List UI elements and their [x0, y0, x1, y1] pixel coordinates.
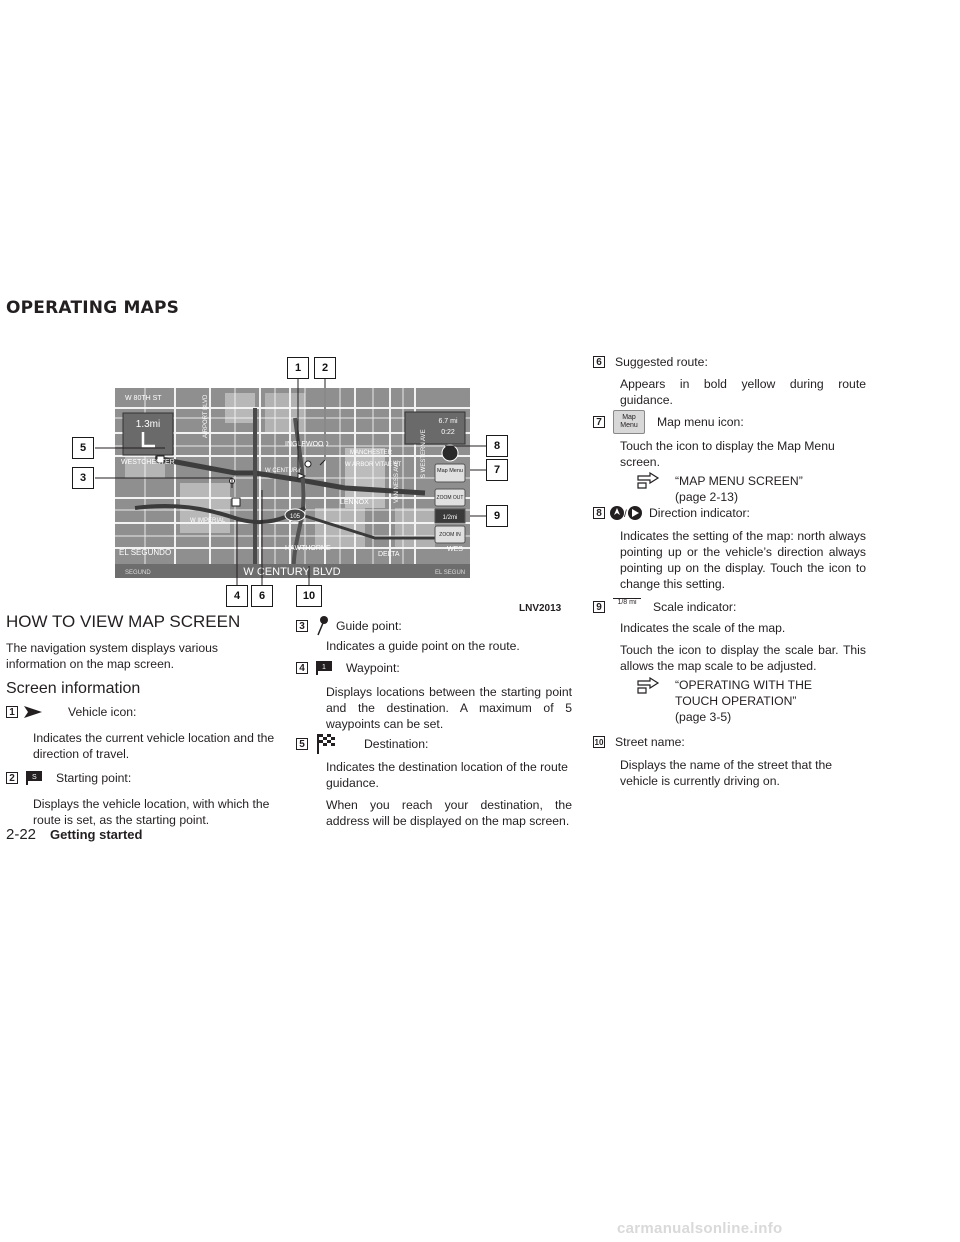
map-label-wes: WES [447, 546, 463, 553]
heading-screen-information: Screen information [6, 680, 141, 697]
item-number: 2 [6, 772, 18, 784]
item-label: Suggested route: [615, 355, 708, 369]
reference-line: “OPERATING WITH THE [675, 678, 812, 692]
map-label-century: W CENTURY [265, 468, 302, 474]
map-label-imperial: W IMPERIAL [190, 518, 226, 524]
item-number: 5 [296, 738, 308, 750]
item-number: 4 [296, 662, 308, 674]
item-desc: Indicates a guide point on the route. [326, 639, 520, 653]
map-distance-remaining: 6.7 mi [438, 418, 458, 425]
section-title: OPERATING MAPS [6, 298, 180, 318]
callout-5: 5 [72, 437, 94, 459]
figure-caption: LNV2013 [519, 603, 562, 614]
callout-9: 9 [486, 505, 508, 527]
reference-line: (page 2-13) [675, 490, 739, 504]
item-desc: Displays locations between the starting point and the destination. A maximum of 5 waypoints can be set. [326, 685, 572, 731]
heading-how-to-view: HOW TO VIEW MAP SCREEN [6, 612, 241, 631]
item-number: 7 [593, 416, 605, 428]
item-vehicle-icon [6, 704, 136, 720]
item-desc: Appears in bold yellow during route guidance. [620, 377, 866, 407]
scale-icon: 1/8 mi [613, 598, 641, 615]
item-guide-point [296, 615, 402, 637]
item-label: Vehicle icon: [68, 705, 137, 719]
map-menu-icon: Map Menu [613, 410, 645, 434]
item-number: 9 [593, 601, 605, 613]
reference-line: “MAP MENU SCREEN” [675, 474, 803, 488]
item-desc: Indicates the setting of the map: north always pointing up or the vehicle’s direction always pointing up on the display. Touch the icon to change this setting. [620, 529, 866, 591]
item-desc: Touch the icon to display the scale bar. This allows the map scale to be adjusted. [620, 643, 866, 673]
callout-leaders [0, 0, 960, 620]
item-desc: Indicates the current vehicle location and the direction of travel. [33, 731, 275, 761]
item-label: Waypoint: [346, 661, 400, 675]
waypoint-flag-icon [312, 660, 334, 676]
item-number: 1 [6, 706, 18, 718]
direction-indicator-icon [609, 505, 643, 521]
map-label-el-segundo: EL SEGUNDO [119, 548, 172, 557]
reference-icon [636, 472, 662, 495]
callout-2: 2 [314, 357, 336, 379]
watermark: carmanualsonline.info [617, 1220, 783, 1237]
scale-label: 1/2mi [442, 515, 458, 521]
svg-text:/: / [624, 509, 627, 520]
item-suggested-route [593, 355, 708, 369]
destination-flag-icon [312, 733, 336, 755]
intro-paragraph: The navigation system displays various information on the map screen. [6, 641, 219, 671]
reference-text [675, 473, 803, 505]
map-label-segundo-right: EL SEGUN [435, 570, 466, 576]
callout-4: 4 [226, 585, 248, 607]
callout-6: 6 [251, 585, 273, 607]
item-desc: Indicates the destination location of the route guidance. [326, 760, 568, 790]
map-label-delta: DELTA [378, 551, 400, 558]
item-number: 6 [593, 356, 605, 368]
item-map-menu [593, 410, 744, 434]
reference-line: TOUCH OPERATION” [675, 694, 797, 708]
item-number: 10 [594, 738, 604, 747]
item-label: Scale indicator: [653, 599, 737, 614]
item-direction-indicator [593, 505, 750, 521]
item-desc: Displays the vehicle location, with which the route is set, as the starting point. [33, 797, 270, 827]
item-label: Street name: [615, 735, 685, 749]
item-starting-point [6, 770, 131, 786]
reference-text [675, 677, 812, 725]
item-number: 8 [593, 507, 605, 519]
starting-flag-icon [22, 770, 44, 786]
map-label-arbor: W ARBOR VITAE ST [345, 462, 402, 468]
map-distance-top: 1.3mi [135, 419, 161, 430]
footer-section: Getting started [50, 827, 143, 842]
reference-hand-icon [636, 677, 662, 695]
map-time-remaining: 0:22 [441, 429, 455, 436]
item-number: 3 [296, 620, 308, 632]
street-name-bar: W CENTURY BLVD [243, 566, 341, 578]
map-label-westchester: WESTCHESTER [121, 459, 175, 466]
reference-icon [636, 677, 662, 700]
item-desc: Displays the name of the street that the vehicle is currently driving on. [620, 758, 833, 788]
item-label: Map menu icon: [657, 415, 744, 429]
map-menu-button-label: Map Menu [437, 468, 463, 474]
svg-text:S: S [32, 774, 37, 781]
item-label: Starting point: [56, 771, 132, 785]
map-figure [0, 0, 960, 620]
callout-1: 1 [287, 357, 309, 379]
item-label: Direction indicator: [649, 506, 750, 520]
map-label-airport: AIRPORT BLVD [203, 394, 209, 438]
map-label-western: S WESTERN AVE [421, 429, 427, 478]
map-label-manchester: MANCHESTER [350, 450, 393, 456]
callout-8: 8 [486, 435, 508, 457]
item-label: Guide point: [336, 619, 402, 633]
reference-hand-icon [636, 472, 662, 490]
callout-10: 10 [296, 585, 322, 607]
callout-3: 3 [72, 467, 94, 489]
item-destination [296, 733, 428, 755]
item-desc: Indicates the scale of the map. [620, 621, 786, 635]
svg-text:1: 1 [322, 664, 326, 671]
map-label-lennox: LENNOX [340, 499, 369, 506]
page-number: 2-22 [6, 826, 37, 843]
map-label-w80: W 80TH ST [125, 395, 162, 402]
item-street-name [593, 735, 685, 749]
highway-shield: 105 [289, 514, 301, 520]
map-label-inglewood: INGLEWOOD [285, 441, 329, 448]
item-desc: Touch the icon to display the Map Menu screen. [620, 439, 835, 469]
item-desc: When you reach your destination, the address will be displayed on the map screen. [326, 798, 572, 828]
zoom-out-label: ZOOM OUT [436, 495, 464, 501]
map-label-van-ness: VAN NESS AVE [394, 460, 400, 503]
map-label-segundo-left: SEGUND [125, 570, 151, 576]
item-scale-indicator [593, 598, 736, 615]
callout-7: 7 [486, 459, 508, 481]
item-label: Destination: [364, 737, 429, 751]
reference-line: (page 3-5) [675, 710, 732, 724]
vehicle-icon [22, 704, 44, 720]
zoom-in-label: ZOOM IN [439, 532, 461, 538]
item-waypoint [296, 660, 400, 676]
guide-point-icon [312, 615, 332, 637]
map-label-hawthorne: HAWTHORNE [285, 545, 331, 552]
